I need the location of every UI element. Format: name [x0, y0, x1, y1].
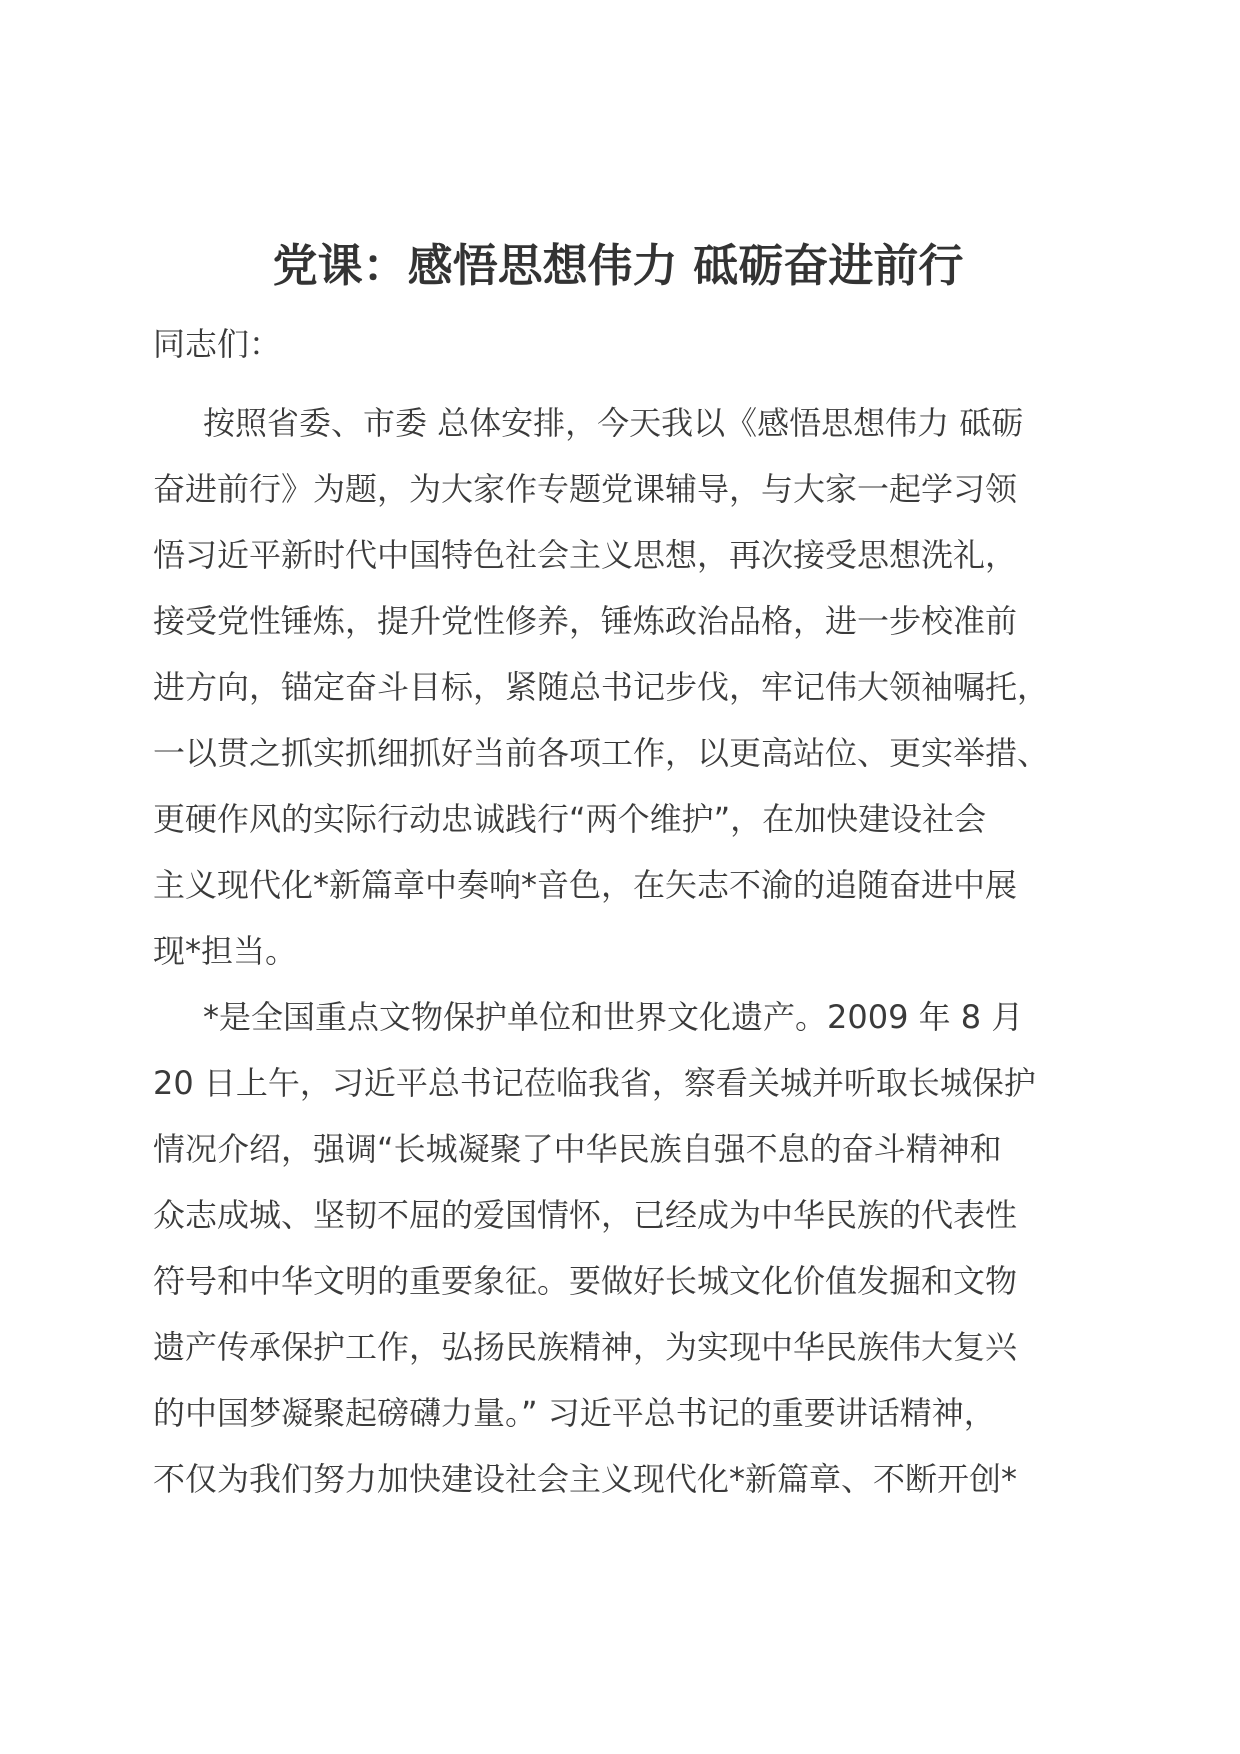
paragraph-2: [153, 984, 1083, 1512]
paragraph-line: 遗产传承保护工作，弘扬民族精神，为实现中华民族伟大复兴: [153, 1328, 1018, 1366]
paragraph-line: 接受党性锤炼，提升党性修养，锤炼政治品格，进一步校准前: [153, 602, 1018, 640]
paragraph-line: 众志成城、坚韧不屈的爱国情怀，已经成为中华民族的代表性: [153, 1196, 1018, 1234]
paragraph-1: [153, 390, 1083, 984]
paragraph-line: *是全国重点文物保护单位和世界文化遗产。2009 年 8 月: [203, 998, 1024, 1036]
paragraph-line: 一以贯之抓实抓细抓好当前各项工作，以更高站位、更实举措、: [153, 734, 1050, 772]
paragraph-line: 按照省委、市委 总体安排，今天我以《感悟思想伟力 砥砺: [203, 404, 1024, 442]
paragraph-line: 悟习近平新时代中国特色社会主义思想，再次接受思想洗礼，: [153, 536, 1018, 574]
paragraph-line: 符号和中华文明的重要象征。要做好长城文化价值发掘和文物: [153, 1262, 1018, 1300]
paragraph-line: 的中国梦凝聚起磅礴力量。” 习近平总书记的重要讲话精神，: [153, 1394, 996, 1432]
paragraph-line: 奋进前行》为题，为大家作专题党课辅导，与大家一起学习领: [153, 470, 1018, 508]
paragraph-line: 现*担当。: [153, 932, 298, 970]
paragraph-line: 更硬作风的实际行动忠诚践行“两个维护”，在加快建设社会: [153, 800, 987, 838]
document-title: 党课：感悟思想伟力 砥砺奋进前行: [272, 239, 964, 292]
paragraph-line: 20 日上午，习近平总书记莅临我省，察看关城并听取长城保护: [153, 1064, 1036, 1102]
paragraph-line: 不仅为我们努力加快建设社会主义现代化*新篇章、不断开创*: [153, 1460, 1018, 1498]
paragraph-line: 情况介绍，强调“长城凝聚了中华民族自强不息的奋斗精神和: [153, 1130, 1002, 1168]
paragraph-line: 主义现代化*新篇章中奏响*音色，在矢志不渝的追随奋进中展: [153, 866, 1018, 904]
salutation: 同志们：: [153, 325, 282, 363]
paragraph-line: 进方向，锚定奋斗目标，紧随总书记步伐，牢记伟大领袖嘱托，: [153, 668, 1050, 706]
